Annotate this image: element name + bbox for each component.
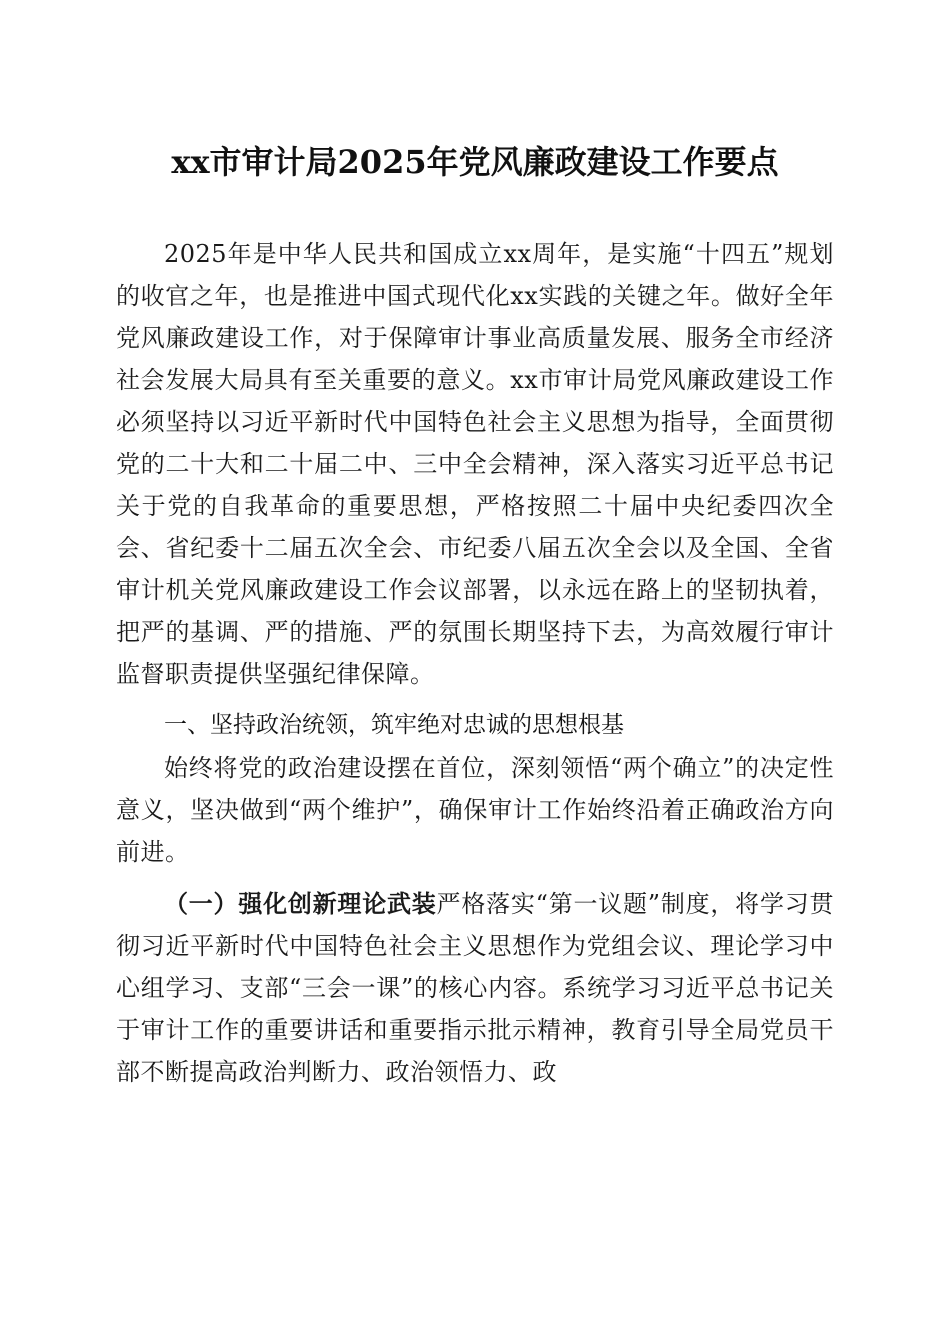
section-1-item-1	[116, 883, 834, 1093]
section-1-heading: 一、坚持政治统领，筑牢绝对忠诚的思想根基	[164, 712, 624, 738]
document-body	[116, 233, 834, 1093]
section-1-paragraph: 始终将党的政治建设摆在首位，深刻领悟“两个确立”的决定性意义，坚决做到“两个维护”，确保审计工作始终沿着正确政治方向前进。	[116, 754, 834, 866]
item-1-heading: （一）强化创新理论武装	[164, 889, 437, 918]
document-title: xx市审计局2025年党风廉政建设工作要点	[171, 143, 779, 181]
item-1-text: 严格落实“第一议题”制度，将学习贯彻习近平新时代中国特色社会主义思想作为党组会议、理论学习中心组学习、支部“三会一课”的核心内容。系统学习习近平总书记关于审计工作的重要讲话和重要指示批示精神，教育引导全局党员干部不断提高政治判断力、政治领悟力、政	[116, 890, 835, 1086]
intro-paragraph: 2025年是中华人民共和国成立xx周年，是实施“十四五”规划的收官之年，也是推进中国式现代化xx实践的关键之年。做好全年党风廉政建设工作，对于保障审计事业高质量发展、服务全市经济社会发展大局具有至关重要的意义。xx市审计局党风廉政建设工作必须坚持以习近平新时代中国特色社会主义思想为指导，全面贯彻党的二十大和二十届二中、三中全会精神，深入落实习近平总书记关于党的自我革命的重要思想，严格按照二十届中央纪委四次全会、省纪委十二届五次全会、市纪委八届五次全会以及全国、全省审计机关党风廉政建设工作会议部署，以永远在路上的坚韧执着，把严的基调、严的措施、严的氛围长期坚持下去，为高效履行审计监督职责提供坚强纪律保障。	[116, 240, 834, 688]
